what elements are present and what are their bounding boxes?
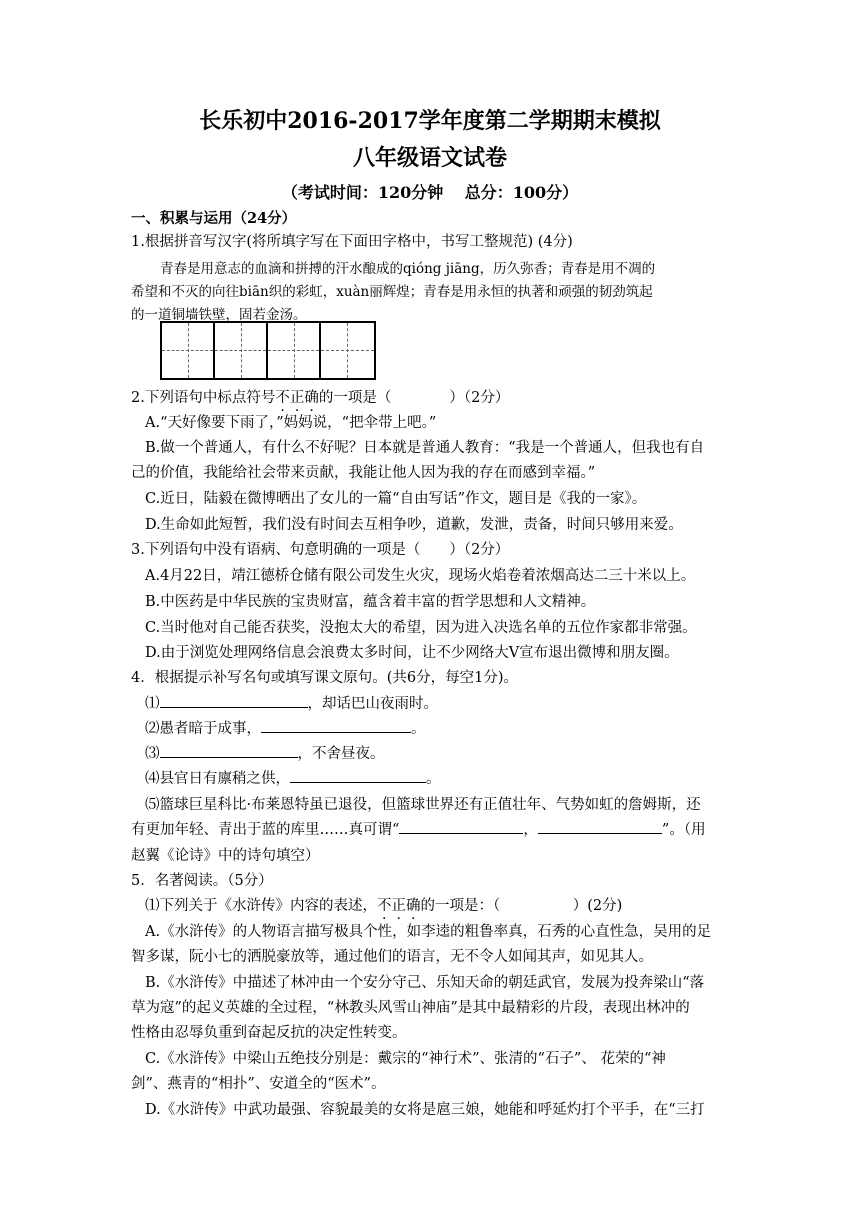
q5-option-a-line2: 智多谋，阮小七的洒脱豪放等，通过他们的语言，无不令人如闻其声，如见其人。 [131,949,653,965]
q5-sub-stem [145,895,755,917]
q4-item-1-num: ⑴ [145,696,160,712]
q1-passage-line3: 的一道铜墙铁壁，固若金汤。 [131,307,307,323]
q4-item-2 [145,718,755,740]
q4-item-5-pre: 有更加年轻、青出于蓝的库里……真可谓“ [131,822,400,838]
q1-stem: 1.根据拼音写汉字(将所填字写在下面田字格中，书写工整规范) (4分) [131,234,573,250]
q4-item-5-line3: 赵翼《论诗》中的诗句填空） [131,848,320,864]
q5-sub-pre: ⑴下列关于《水浒传》内容的表述， [145,898,377,914]
q4-item-5-mid: ， [523,822,538,838]
q4-item-5-line2 [131,819,741,841]
q5-option-b-line2: 草为寇”的起义英雄的全过程，“林教头风雪山神庙”是其中最精彩的片段，表现出林冲的 [131,1000,690,1016]
q2-option-b-line2: 己的价值，我能给社会带来贡献，我能让他人因为我的存在而感到幸福。” [131,465,596,481]
q2-stem [131,387,741,409]
q2-option-b-line1: B.做一个普通人，有什么不好呢？日本就是普通人教育：“我是一个普通人，但我也有自 [145,440,705,456]
section-heading: 一、积累与运用（24分） [131,210,297,227]
q4-item-3-num: ⑶ [145,746,160,762]
grid-cell[interactable] [268,323,321,378]
q4-item-5-post: ”。（用 [661,822,706,838]
answer-blank[interactable] [538,819,662,834]
q2-option-d: D.生命如此短暂，我们没有时间去互相争吵，道歉，发泄，责备，时间只够用来爱。 [145,517,683,533]
emphasis-char: 正 [391,898,406,914]
exam-title: 长乐初中2016-2017学年度第二学期期末模拟 [199,108,661,134]
grid-cell[interactable] [321,323,374,378]
q4-item-2-prefix: ⑵愚者暗于成事， [145,721,261,737]
answer-blank[interactable] [290,768,426,783]
tianzige-grid [160,321,376,380]
q5-sub-post: 的一项是：（ ）(2分) [420,898,623,914]
q1-passage-line2: 希望和不灭的向往biān织的彩虹，xuàn丽辉煌；青春是用永恒的执著和顽强的韧劲筑起 [131,284,653,300]
emphasis-char: 确 [304,390,319,406]
emphasis-char: 确 [406,898,421,914]
q3-option-c: C.当时他对自己能否获奖，没抱太大的希望，因为进入决选名单的五位作家都非常强。 [145,620,697,636]
exam-info: （考试时间：120分钟 总分：100分） [281,183,579,202]
q5-option-d-line1: D.《水浒传》中武功最强、容貌最美的女将是扈三娘，她能和呼延灼打个平手，在“三打 [145,1102,705,1118]
grid-cell[interactable] [215,323,268,378]
q5-option-a-line1: A.《水浒传》的人物语言描写极具个性，如李逵的粗鲁率真，石秀的心直性急，吴用的足 [145,924,712,940]
grid-cell[interactable] [162,323,215,378]
q4-item-4-text: 。 [426,771,441,787]
q3-option-b: B.中医药是中华民族的宝贵财富，蕴含着丰富的哲学思想和人文精神。 [145,594,596,610]
q2-stem-emphasis [275,390,319,406]
q4-item-3 [145,743,755,765]
emphasis-char: 不 [377,898,392,914]
q3-option-d: D.由于浏览处理网络信息会浪费太多时间，让不少网络大V宣布退出微博和朋友圈。 [145,645,679,661]
q3-stem: 3.下列语句中没有语病、句意明确的一项是（ ）（2分） [131,542,510,558]
q4-item-1-text: ，却话巴山夜雨时。 [307,696,438,712]
q4-item-4-prefix: ⑷县官日有廪稍之供， [145,771,290,787]
q4-item-3-text: ，不舍昼夜。 [297,746,385,762]
q2-option-c: C.近日，陆毅在微博晒出了女儿的一篇“自由写话”作文，题目是《我的一家》。 [145,491,647,507]
q5-option-b-line3: 性格由忍辱负重到奋起反抗的决定性转变。 [131,1025,407,1041]
emphasis-char: 正 [289,390,305,406]
q5-option-c-line1: C.《水浒传》中梁山五绝技分别是：戴宗的“神行术”、张清的“石子”、 花荣的“神 [145,1051,666,1067]
answer-blank[interactable] [160,743,298,758]
q4-item-2-text: 。 [411,721,426,737]
q1-passage-line1: 青春是用意志的血滴和拼搏的汗水酿成的qióng jiāng，历久弥香；青春是用不凋的 [160,261,656,277]
q5-stem: 5．名著阅读。（5分） [131,873,273,889]
q5-option-c-line2: 剑”、燕青的“相扑”、安道全的“医术”。 [131,1076,386,1092]
q5-option-b-line1: B.《水浒传》中描述了林冲由一个安分守己、乐知天命的朝廷武官，发展为投奔梁山“落 [145,975,705,991]
exam-subtitle: 八年级语文试卷 [352,145,507,171]
answer-blank[interactable] [261,718,411,733]
q4-item-1 [145,693,755,715]
answer-blank[interactable] [399,819,523,834]
q2-option-a: A.“天好像要下雨了，”妈妈说，“把伞带上吧。” [145,415,437,431]
q4-item-4 [145,768,755,790]
answer-blank[interactable] [160,693,308,708]
emphasis-char: 不 [275,390,290,406]
q2-stem-pre: 2.下列语句中标点符号 [131,390,276,406]
q4-stem: 4．根据提示补写名句或填写课文原句。(共6分，每空1分)。 [131,670,518,686]
q2-stem-post: 的一项是（ ）（2分） [318,390,510,406]
q4-item-5-line1: ⑸篮球巨星科比·布莱恩特虽已退役，但篮球世界还有正值壮年、气势如虹的詹姆斯，还 [145,797,701,813]
q3-option-a: A.4月22日，靖江德桥仓储有限公司发生火灾，现场火焰卷着浓烟高达二三十米以上。 [145,568,696,584]
q5-sub-emphasis [377,898,421,914]
